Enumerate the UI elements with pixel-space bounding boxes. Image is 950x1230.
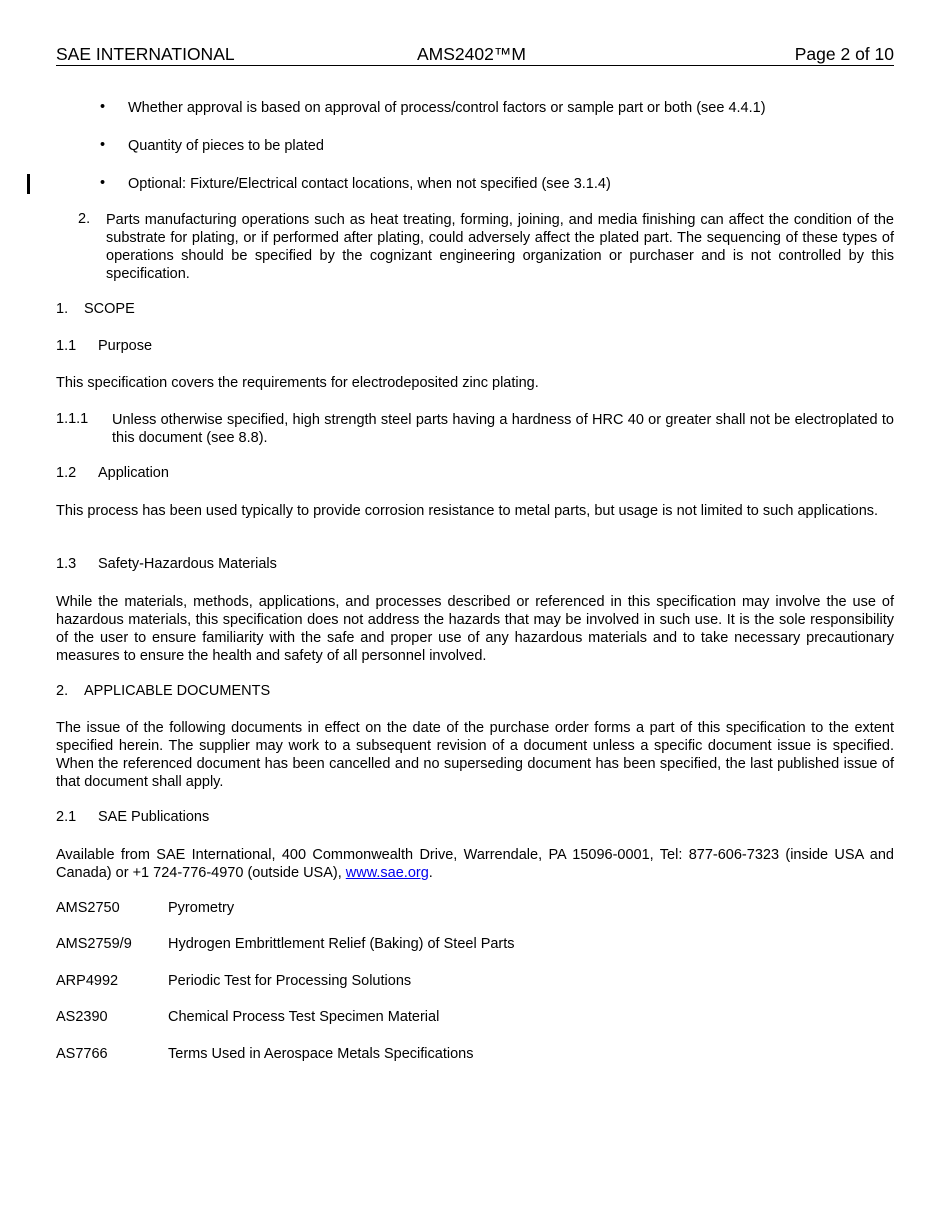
paragraph: While the materials, methods, applications, and processes described or referenced in this specification may involve the use of hazardous materials, this specification does not address the hazards that may be involved in such use. It is the sole responsibility of the user to ensure familiarity with the safe and proper use of any hazardous materials and to take necessary precautionary measures to ensure the health and safety of all personnel involved.	[56, 594, 894, 664]
note-text: Parts manufacturing operations such as heat treating, forming, joining, and media finishing can affect the condition of the substrate for plating, or if performed after plating, could adversely affect the plated part. The sequencing of these types of operations should be specified by the cognizant engineering organization or purchaser and is not controlled by this specification.	[106, 212, 894, 282]
section-title: APPLICABLE DOCUMENTS	[84, 683, 271, 699]
section-number: 2.1	[56, 809, 77, 825]
document-id: AMS2750	[56, 900, 120, 916]
bullet-item: Quantity of pieces to be plated	[128, 138, 324, 154]
section-number: 1.2	[56, 465, 77, 481]
page-header	[56, 44, 894, 66]
header-page-number: Page 2 of 10	[794, 44, 894, 64]
bullet-item: Optional: Fixture/Electrical contact locations, when not specified (see 3.1.4)	[128, 176, 611, 192]
sae-website-link[interactable]: www.sae.org	[345, 865, 429, 881]
section-title: SAE Publications	[98, 809, 210, 825]
section-number: 1.1.1	[56, 411, 89, 427]
bullet-icon: •	[100, 137, 106, 153]
section-title: Safety-Hazardous Materials	[98, 556, 277, 572]
document-id: AMS2759/9	[56, 936, 132, 952]
header-doc-number: AMS2402™M	[417, 44, 526, 64]
paragraph: Unless otherwise specified, high strength steel parts having a hardness of HRC 40 or greater shall not be electroplated to this document (see 8.8).	[112, 412, 894, 446]
paragraph: This specification covers the requirements for electrodeposited zinc plating.	[56, 375, 539, 391]
note-number: 2.	[78, 211, 91, 227]
document-id: AS7766	[56, 1046, 108, 1062]
paragraph: This process has been used typically to provide corrosion resistance to metal parts, but usage is not limited to such applications.	[56, 503, 879, 519]
section-number: 1.	[56, 301, 69, 317]
section-number: 1.1	[56, 338, 77, 354]
section-number: 2.	[56, 683, 69, 699]
document-title: Terms Used in Aerospace Metals Specifications	[168, 1046, 474, 1062]
bullet-item: Whether approval is based on approval of process/control factors or sample part or both (see 4.4.1)	[128, 100, 766, 116]
section-title: Application	[98, 465, 169, 481]
section-number: 1.3	[56, 556, 77, 572]
change-bar	[27, 174, 30, 194]
paragraph-text: Available from SAE International, 400 Commonwealth Drive, Warrendale, PA 15096-0001, Tel: 877-606-7323 (inside USA and Canada) or +1 724-776-4970 (outside USA),	[56, 847, 894, 881]
bullet-icon: •	[100, 99, 106, 115]
document-title: Pyrometry	[168, 900, 235, 916]
section-title: Purpose	[98, 338, 153, 354]
section-title: SCOPE	[84, 301, 135, 317]
paragraph	[56, 846, 894, 882]
document-title: Periodic Test for Processing Solutions	[168, 973, 412, 989]
document-id: ARP4992	[56, 973, 119, 989]
paragraph-text: .	[428, 865, 433, 881]
header-org: SAE INTERNATIONAL	[56, 44, 235, 64]
document-title: Hydrogen Embrittlement Relief (Baking) of Steel Parts	[168, 936, 515, 952]
paragraph: The issue of the following documents in effect on the date of the purchase order forms a part of this specification to the extent specified herein. The supplier may work to a subsequent revision of a document unless a specific document issue is specified. When the referenced document has been cancelled and no superseding document has been specified, the last published issue of that document shall apply.	[56, 720, 894, 790]
bullet-icon: •	[100, 175, 106, 191]
document-id: AS2390	[56, 1009, 108, 1025]
document-title: Chemical Process Test Specimen Material	[168, 1009, 440, 1025]
